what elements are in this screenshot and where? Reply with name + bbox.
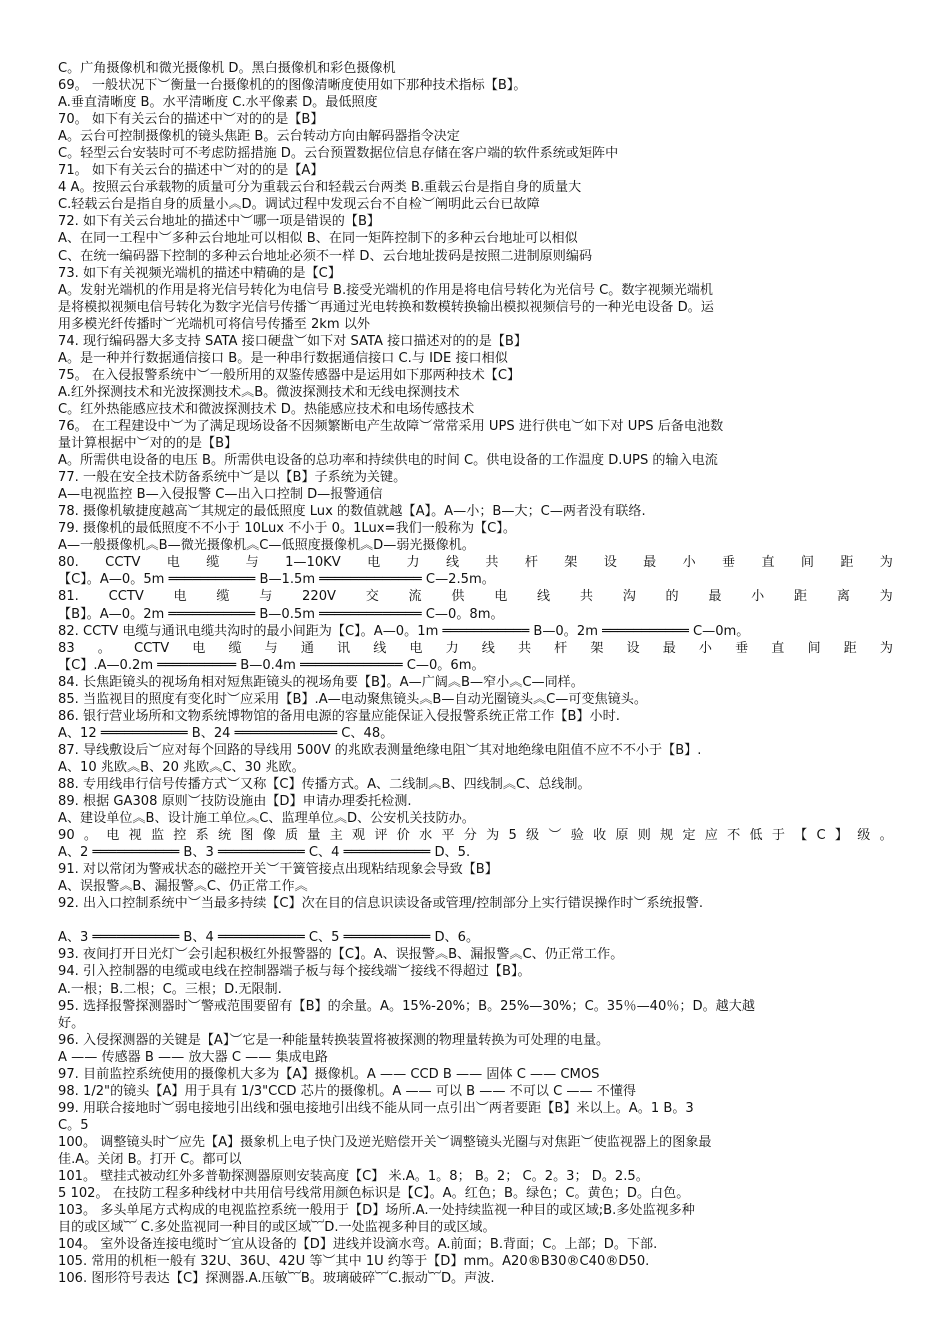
text-token: 观	[352, 828, 366, 844]
text-token: 主	[329, 828, 343, 844]
text-token: 设	[603, 555, 617, 571]
text-line: 101。 壁挂式被动红外多普勒探测器原则安装高度【C】 米.A。1。8； B。2； C。2。3； D。2.5。	[58, 1169, 649, 1185]
text-token: 距	[840, 555, 854, 571]
text-line: A.垂直清晰度 B。水平清晰度 C.水平像素 D。最低照度	[58, 95, 378, 111]
text-token: 离	[836, 589, 850, 605]
text-token: 【	[794, 828, 808, 844]
text-token: 与	[264, 640, 278, 656]
text-line: 94. 引入控制器的电缆或电线在控制器端子板与每个接线端︶接线不得超过【B】。	[58, 964, 531, 980]
text-token: 距	[794, 589, 808, 605]
text-token: 质	[285, 828, 299, 844]
text-line: 78. 摄像机敏捷度越高︶其规定的最低照度 Lux 的数值就越【A】。A—小；B—大；C—两者没有联络.	[58, 504, 646, 520]
text-line: 87. 导线敷设后︶应对每个回路的导线用 500V 的兆欧表测量绝缘电阻︶其对地绝缘电阻值不应不不小于【B】.	[58, 742, 702, 758]
text-token: 级	[857, 828, 871, 844]
text-token: 最	[662, 640, 676, 656]
text-line: A、10 兆欧︽B、20 兆欧︽C、30 兆欧。	[58, 759, 305, 775]
text-token: 应	[704, 828, 718, 844]
text-token: 级	[526, 828, 540, 844]
text-line: 95. 选择报警探测器时︶警戒范围要留有【B】的余量。A。15%-20%；B。25%—30%；C。35％—40％；D。越大越	[58, 998, 755, 1014]
text-token: 统	[217, 828, 232, 844]
text-token: 小	[698, 640, 713, 656]
text-line: 【C】.A—0.2m ══════════ B—0.4m ═════════════ C—0。6m。	[58, 657, 485, 673]
text-token: 直	[761, 555, 775, 571]
text-token: 共	[579, 589, 593, 605]
text-token: 规	[660, 828, 674, 844]
text-token: 系	[195, 828, 209, 844]
text-line: 77. 一般在安全技术防备系统中︶是以【B】子系统为关键。	[58, 470, 407, 486]
text-line: 85. 当监视目的照度有变化时︶应采用【B】.A—电动聚焦镜头︽B—自动光圈镜头︽C—可变焦镜头。	[58, 691, 647, 707]
text-token: 流	[408, 589, 422, 605]
text-token: 缆	[228, 640, 242, 656]
text-token: 的	[665, 589, 679, 605]
text-token: 线	[481, 640, 495, 656]
text-line: 73. 如下有关视频光端机的描述中精确的是【C】	[58, 265, 341, 281]
text-line: A、在同一工程中︶多种云台地址可以相似 B、在同一矩阵控制下的多种云台地址可以相似	[58, 231, 578, 247]
text-token: 控	[173, 828, 187, 844]
text-token: 水	[419, 828, 433, 844]
text-token: 5	[508, 828, 517, 844]
text-line: A.一根；B.二根；C。三根；D.无限制.	[58, 981, 282, 997]
text-token: 量	[307, 828, 321, 844]
text-line: 【C】。A—0。5m ═══════════ B—1.5m ═════════════ C—2.5m。	[58, 572, 495, 588]
text-line: 89. 根据 GA308 原则︶技防设施由【D】申请办理委托检测.	[58, 794, 412, 810]
text-line-justified	[58, 640, 893, 657]
text-token: 81.	[58, 589, 79, 605]
text-line: C。红外热能感应技术和微波探测技术 D。热能感应技术和电场传感技术	[58, 401, 475, 417]
text-line: 是将模拟视频电信号转化为数字光信号传播︶再通过光电转换和数模转换输出模拟视频信号的一种光电设备 D。运	[58, 299, 714, 315]
text-token: 低	[749, 828, 763, 844]
text-line-justified	[58, 588, 893, 605]
text-line: 用多模光纤传播时︶光端机可将信号传播至 2km 以外	[58, 316, 370, 332]
text-token: 80.	[58, 555, 79, 571]
text-token: 缆	[206, 555, 220, 571]
text-token: 间	[807, 640, 821, 656]
text-line: 106. 图形符号表达【C】探测器.A.压敏︸B。玻璃破碎︸C.振动︸D。声波.	[58, 1271, 495, 1287]
text-line: 75。 在入侵报警系统中︶一般所用的双鉴传感器中是运用如下那两种技术【C】	[58, 367, 521, 383]
text-token: 。	[879, 828, 893, 844]
text-line: A、12 ═══════════ B、24 ═════════════ C、48。	[58, 725, 394, 741]
text-token: 缆	[216, 589, 230, 605]
text-token: C	[816, 828, 826, 844]
text-token: 垂	[722, 555, 736, 571]
text-line: 98. 1/2"的镜头【A】用于具有 1/3"CCD 芯片的摄像机。A —— 可以 B —— 不可以 C —— 不懂得	[58, 1083, 637, 1099]
text-token: 最	[643, 555, 657, 571]
text-token: ︶	[548, 828, 562, 844]
text-token: 通	[300, 640, 314, 656]
text-line: 86. 银行营业场所和文物系统博物馆的备用电源的容量应能保证入侵报警系统正常工作【B】小时.	[58, 708, 620, 724]
text-line: 量计算根据中︶对的的是【B】	[58, 436, 238, 452]
text-token: 设	[626, 640, 640, 656]
text-token: 为	[879, 555, 893, 571]
text-token: 力	[406, 555, 420, 571]
text-token: 架	[564, 555, 578, 571]
text-token: CCTV	[133, 640, 170, 656]
text-line-justified	[58, 827, 893, 844]
text-line: A。所需供电设备的电压 B。所需供电设备的总功率和持续供电的时间 C。供电设备的工作温度 D.UPS 的输入电流	[58, 453, 718, 469]
text-token: CCTV	[108, 589, 144, 605]
text-token: 小	[751, 589, 765, 605]
text-token: 电	[409, 640, 423, 656]
text-token: 供	[451, 589, 465, 605]
text-line: 佳.A。关闭 B。打开 C。都可以	[58, 1152, 242, 1167]
text-line: 93. 夜间打开日光灯︶会引起积极红外报警器的【C】。A、误报警︽B、漏报警︽C、仍正常工作。	[58, 947, 624, 963]
text-token: 架	[590, 640, 604, 656]
text-line: 【B】。A—0。2m ═══════════ B—0.5m ═════════════ C—0。8m。	[58, 606, 504, 622]
text-token: 为	[879, 589, 893, 605]
text-token: 线	[373, 640, 387, 656]
text-token: 讯	[337, 640, 351, 656]
text-token: 平	[441, 828, 455, 844]
text-token: 电	[173, 589, 187, 605]
text-token: 小	[682, 555, 696, 571]
text-token: 像	[262, 828, 276, 844]
text-token: 分	[463, 828, 477, 844]
text-token: 。	[97, 640, 111, 656]
text-token: 220V	[302, 589, 336, 605]
text-token: 杆	[554, 640, 568, 656]
text-line: 目的或区域︸ C.多处监视同一种目的或区域︸D.一处监视多种目的或区域。	[58, 1220, 496, 1236]
text-token: 原	[615, 828, 629, 844]
text-line: 69。 一般状况下︶衡量一台摄像机的的图像清晰度使用如下那种技术指标【B】。	[58, 78, 527, 94]
text-token: 评	[374, 828, 388, 844]
text-line: 105. 常用的机柜一般有 32U、36U、42U 等︶其中 1U 约等于【D】mm。A20®B30®C40®D50.	[58, 1254, 650, 1270]
text-token: 90	[58, 828, 75, 844]
text-line: 4 A。按照云台承载物的质量可分为重载云台和轻载云台两类 B.重载云台是指自身的质量大	[58, 180, 582, 196]
text-token: 则	[637, 828, 651, 844]
text-token: 共	[517, 640, 532, 656]
text-line: 84. 长焦距镜头的视场角相对短焦距镜头的视场角要【B】。A—广阔︽B—窄小︽C—同样。	[58, 674, 584, 690]
text-token: 垂	[735, 640, 749, 656]
text-line: 100。 调整镜头时︶应先【A】摄象机上电子快门及逆光赔偿开关︶调整镜头光圈与对焦距︶使监视器上的图象最	[58, 1134, 712, 1150]
text-line: A—电视监控 B—入侵报警 C—出入口控制 D—报警通信	[58, 487, 383, 503]
text-token: 线	[537, 589, 551, 605]
text-line: 76。 在工程建设中︶为了满足现场设备不因频繁断电产生故障︶常常采用 UPS 进行供电︶如下对 UPS 后备电池数	[58, 418, 724, 434]
text-line: 79. 摄像机的最低照度不不小于 10Lux 不小于 0。1Lux=我们一般称为【C】。	[58, 521, 516, 537]
text-token: 不	[727, 828, 741, 844]
text-token: 定	[682, 828, 696, 844]
text-token: 直	[771, 640, 785, 656]
text-line: 70。 如下有关云台的描述中︶对的的是【B】	[58, 112, 324, 128]
text-line: 5 102。 在技防工程多种线材中共用信号线常用颜色标识是【C】。A。红色；B。绿色；C。黄色；D。白色。	[58, 1186, 690, 1202]
text-line: 91. 对以常闭为警戒状态的磁控开关︶干簧管接点出现粘结现象会导致【B】	[58, 862, 498, 878]
document-page	[58, 60, 893, 1287]
text-token: 为	[486, 828, 500, 844]
text-token: 沟	[622, 589, 636, 605]
text-line: 好。	[58, 1015, 85, 1031]
text-line: 96. 入侵探测器的关键是【A】︶它是一种能量转换装置将被探测的物理量转换为可处理的电量。	[58, 1032, 610, 1048]
text-token: 收	[593, 828, 607, 844]
text-token: 与	[259, 589, 273, 605]
text-token: CCTV	[105, 555, 141, 571]
text-line: A—一般摄像机︽B—微光摄像机︽C—低照度摄像机︽D—弱光摄像机。	[58, 538, 475, 554]
text-line: 88. 专用线串行信号传播方式︶又称【C】传播方式。A、二线制︽B、四线制︽C、总线制。	[58, 776, 591, 792]
text-token: 价	[396, 828, 410, 844]
text-token: 电	[166, 555, 180, 571]
text-line: 82. CCTV 电缆与通讯电缆共沟时的最小间距为【C】。A—0。1m ═══════════ B—0。2m ═══════════ C—0m。	[58, 623, 750, 639]
text-token: 为	[879, 640, 893, 656]
text-line: C、在统一编码器下控制的多种云台地址必须不一样 D、云台地址拨码是按照二进制原则编码	[58, 248, 593, 264]
text-token: 于	[771, 828, 785, 844]
text-token: 力	[445, 640, 459, 656]
text-line: A、误报警︽B、漏报警︽C、仍正常工作︽	[58, 879, 308, 895]
text-token: 电	[367, 555, 381, 571]
text-line: 97. 目前监控系统使用的摄像机大多为【A】摄像机。A —— CCD B —— 固体 C —— CMOS	[58, 1066, 600, 1082]
text-token: 线	[445, 555, 460, 571]
text-token: 视	[128, 828, 142, 844]
text-token: 间	[800, 555, 814, 571]
text-line: 71。 如下有关云台的描述中︶对的的是【A】	[58, 163, 324, 179]
text-line: C。5	[58, 1117, 89, 1133]
text-token: 1—10KV	[285, 555, 341, 571]
text-token: 】	[834, 828, 849, 844]
text-line: 92. 出入口控制系统中︶当最多持续【C】次在目的信息识读设备或管理/控制部分上实行错误操作时︶系统报警.	[58, 896, 704, 912]
text-token: 83	[58, 640, 75, 656]
text-line: A、3 ═══════════ B、4 ═══════════ C、5 ═══════════ D、6。	[58, 930, 480, 946]
text-token: 电	[494, 589, 508, 605]
text-token: 图	[240, 828, 254, 844]
text-line: A —— 传感器 B —— 放大器 C —— 集成电路	[58, 1049, 328, 1065]
text-token: 交	[365, 589, 379, 605]
text-token: 验	[570, 828, 584, 844]
blank-line	[58, 912, 893, 929]
text-line: A。是一种并行数据通信接口 B。是一种串行数据通信接口 C.与 IDE 接口相似	[58, 350, 508, 366]
text-token: 电	[192, 640, 206, 656]
text-line-justified	[58, 554, 893, 571]
text-line: A。发射光端机的作用是将光信号转化为电信号 B.接受光端机的作用是将电信号转化为光信号 C。数字视频光端机	[58, 282, 713, 298]
text-token: 监	[150, 828, 165, 844]
text-line: A、建设单位︽B、设计施工单位︽C、监理单位︽D、公安机关技防办。	[58, 811, 475, 827]
text-token: 电	[106, 828, 120, 844]
text-line: 103。 多头单尾方式构成的电视监控系统一般用于【D】场所.A.一处持续监视一种目的或区域;B.多处监视多种	[58, 1203, 695, 1219]
text-token: 与	[245, 555, 259, 571]
text-line: A.红外探测技术和光波探测技术︽B。微波探测技术和无线电探测技术	[58, 384, 460, 400]
text-line: C。广角摄像机和微光摄像机 D。黑白摄像机和彩色摄像机	[58, 61, 396, 76]
text-line: 104。 室外设备连接电缆时︶宜从设备的【D】进线并设滴水弯。A.前面；B.背面；C。上部；D。下部.	[58, 1237, 658, 1253]
text-token: 距	[843, 640, 857, 656]
text-line: C。轻型云台安装时可不考虑防摇措施 D。云台预置数据位信息存储在客户端的软件系统或矩阵中	[58, 146, 619, 162]
text-token: 杆	[524, 555, 538, 571]
text-line: 72. 如下有关云台地址的描述中︶哪一项是错误的【B】	[58, 214, 381, 230]
text-token: 。	[83, 828, 98, 844]
text-line: 99. 用联合接地时︶弱电接地引出线和强电接地引出线不能从同一点引出︶两者要距【B】米以上。A。1 B。3	[58, 1100, 694, 1116]
text-token: 最	[708, 589, 722, 605]
text-token: 共	[485, 555, 499, 571]
text-line: C.轻载云台是指自身的质量小︽D。调试过程中发现云台不自检︶阐明此云台已故障	[58, 197, 540, 213]
text-line: 74. 现行编码器大多支持 SATA 接口硬盘︶如下对 SATA 接口描述对的的是【B】	[58, 333, 528, 349]
text-line: A。云台可控制摄像机的镜头焦距 B。云台转动方向由解码器指令决定	[58, 129, 460, 145]
text-line: A、2 ═══════════ B、3 ═══════════ C、4 ═══════════ D、5.	[58, 845, 471, 861]
